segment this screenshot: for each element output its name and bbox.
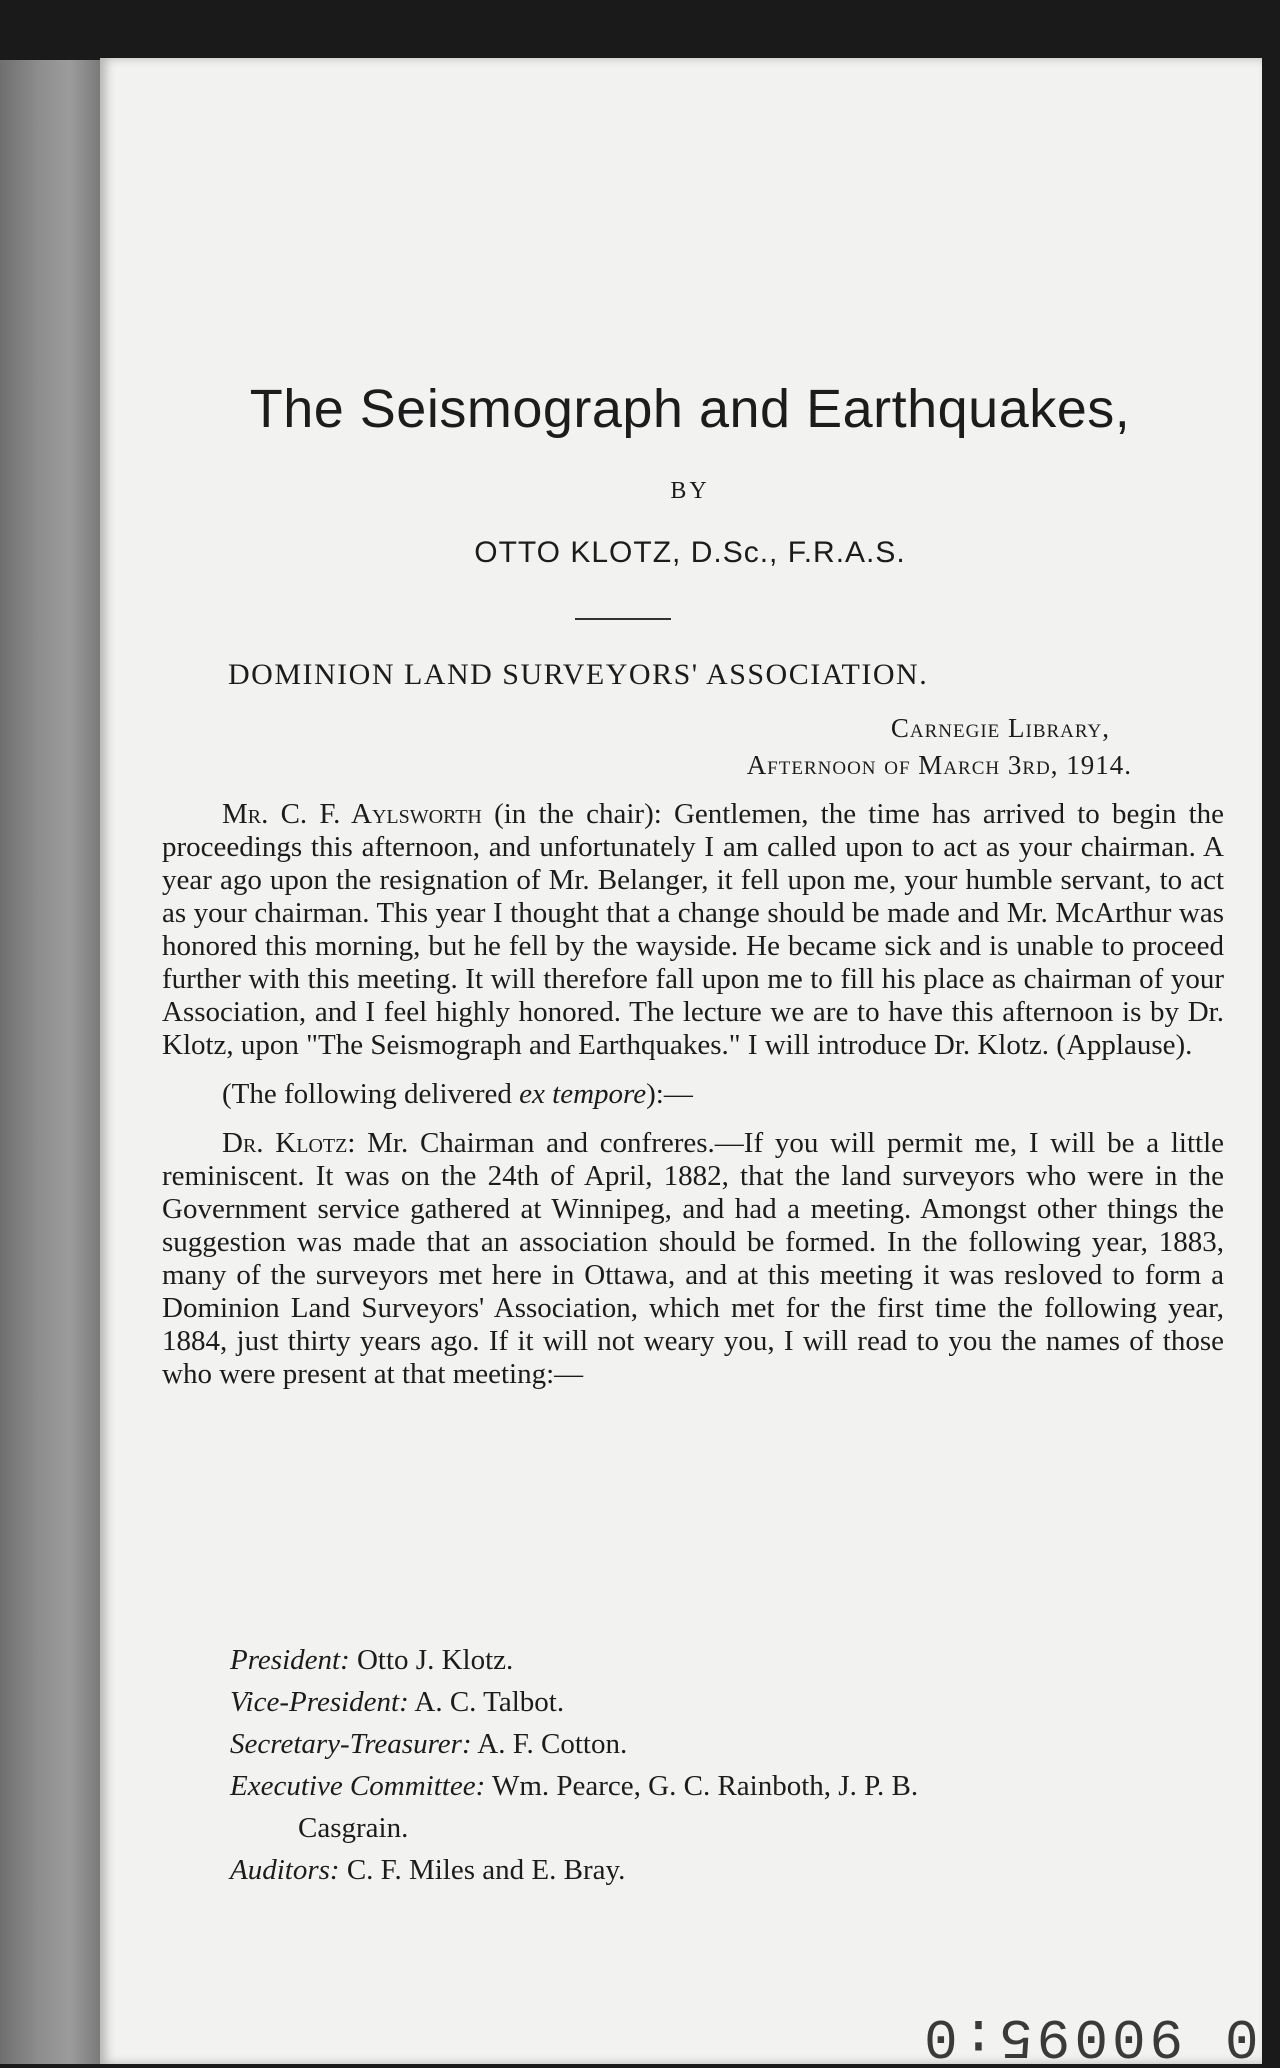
date-line: Afternoon of March 3rd, 1914. [746,750,1132,780]
catalog-stamp: 0 90095:0 [920,2004,1259,2068]
officer-role: Vice-President: [230,1686,409,1718]
officer-name: Wm. Pearce, G. C. Rainboth, J. P. B. [485,1770,919,1802]
document-page [100,58,1262,2068]
paragraph-klotz [162,1127,1224,1391]
officers-list [230,1640,1230,1892]
speaker-name: Mr. C. F. Aylsworth [222,798,482,830]
venue-line: Carnegie Library, [890,713,1110,743]
paragraph-text: (in the chair): Gentlemen, the time has arrived to begin the proceedings this afternoon, and unfortunately I am called upon to act as your chairman. A year ago upon the resignation of Mr. Belanger, it fell upon me, your humble servant, to act as your chairman. This year I thought that a change should be made and Mr. McArthur was honored this morning, but he fell by the wayside. He became sick and is unable to proceed further with this meeting. It will therefore fall upon me to fill his place as chairman of your Association, and I feel highly honored. The lecture we are to have this afternoon is by Dr. Klotz, upon "The Seismograph and Earthquakes." I will introduce Dr. Klotz. (Applause). [162,798,1225,1061]
paragraph-note [162,1078,1224,1111]
officer-name: C. F. Miles and E. Bray. [339,1854,626,1886]
officer-row [230,1724,1230,1764]
officer-role: Auditors: [230,1854,340,1886]
speaker-name: Dr. Klotz [222,1127,348,1159]
paragraph-chairman [162,798,1224,1062]
officer-row [230,1682,1230,1722]
officer-name: Otto J. Klotz. [349,1644,514,1676]
byline-label: BY [670,478,710,504]
note-suffix: ):— [646,1078,693,1110]
divider-rule [575,618,671,620]
officer-row [230,1850,1230,1890]
association-heading: DOMINION LAND SURVEYORS' ASSOCIATION. [228,658,929,691]
officer-continuation: Casgrain. [298,1812,409,1844]
paragraph-text: : Mr. Chairman and confreres.—If you will permit me, I will be a little reminiscent. It was on the 24th of April, 1882, that the land surveyors who were in the Government service gathered at Winnipeg, and had a meeting. Amongst other things the suggestion was made that an association should be formed. In the following year, 1883, many of the surveyors met here in Ottawa, and at this meeting it was resloved to form a Dominion Land Surveyors' Association, which met for the first time the following year, 1884, just thirty years ago. If it will not weary you, I will read to you the names of those who were present at that meeting:— [162,1127,1225,1390]
author-name: OTTO KLOTZ, D.Sc., F.R.A.S. [474,536,906,569]
officer-role: President: [230,1644,350,1676]
officer-row [230,1640,1230,1680]
officer-name: A. F. Cotton. [471,1728,628,1760]
note-prefix: (The following delivered [222,1078,520,1110]
document-title: The Seismograph and Earthquakes, [249,379,1131,439]
officer-row [230,1766,1230,1806]
officer-role: Secretary-Treasurer: [230,1728,472,1760]
officer-role: Executive Committee: [230,1770,486,1802]
book-spine [0,60,100,2064]
note-italic: ex tempore [519,1078,647,1110]
body-text [162,798,1224,1407]
officer-name: A. C. Talbot. [408,1686,565,1718]
